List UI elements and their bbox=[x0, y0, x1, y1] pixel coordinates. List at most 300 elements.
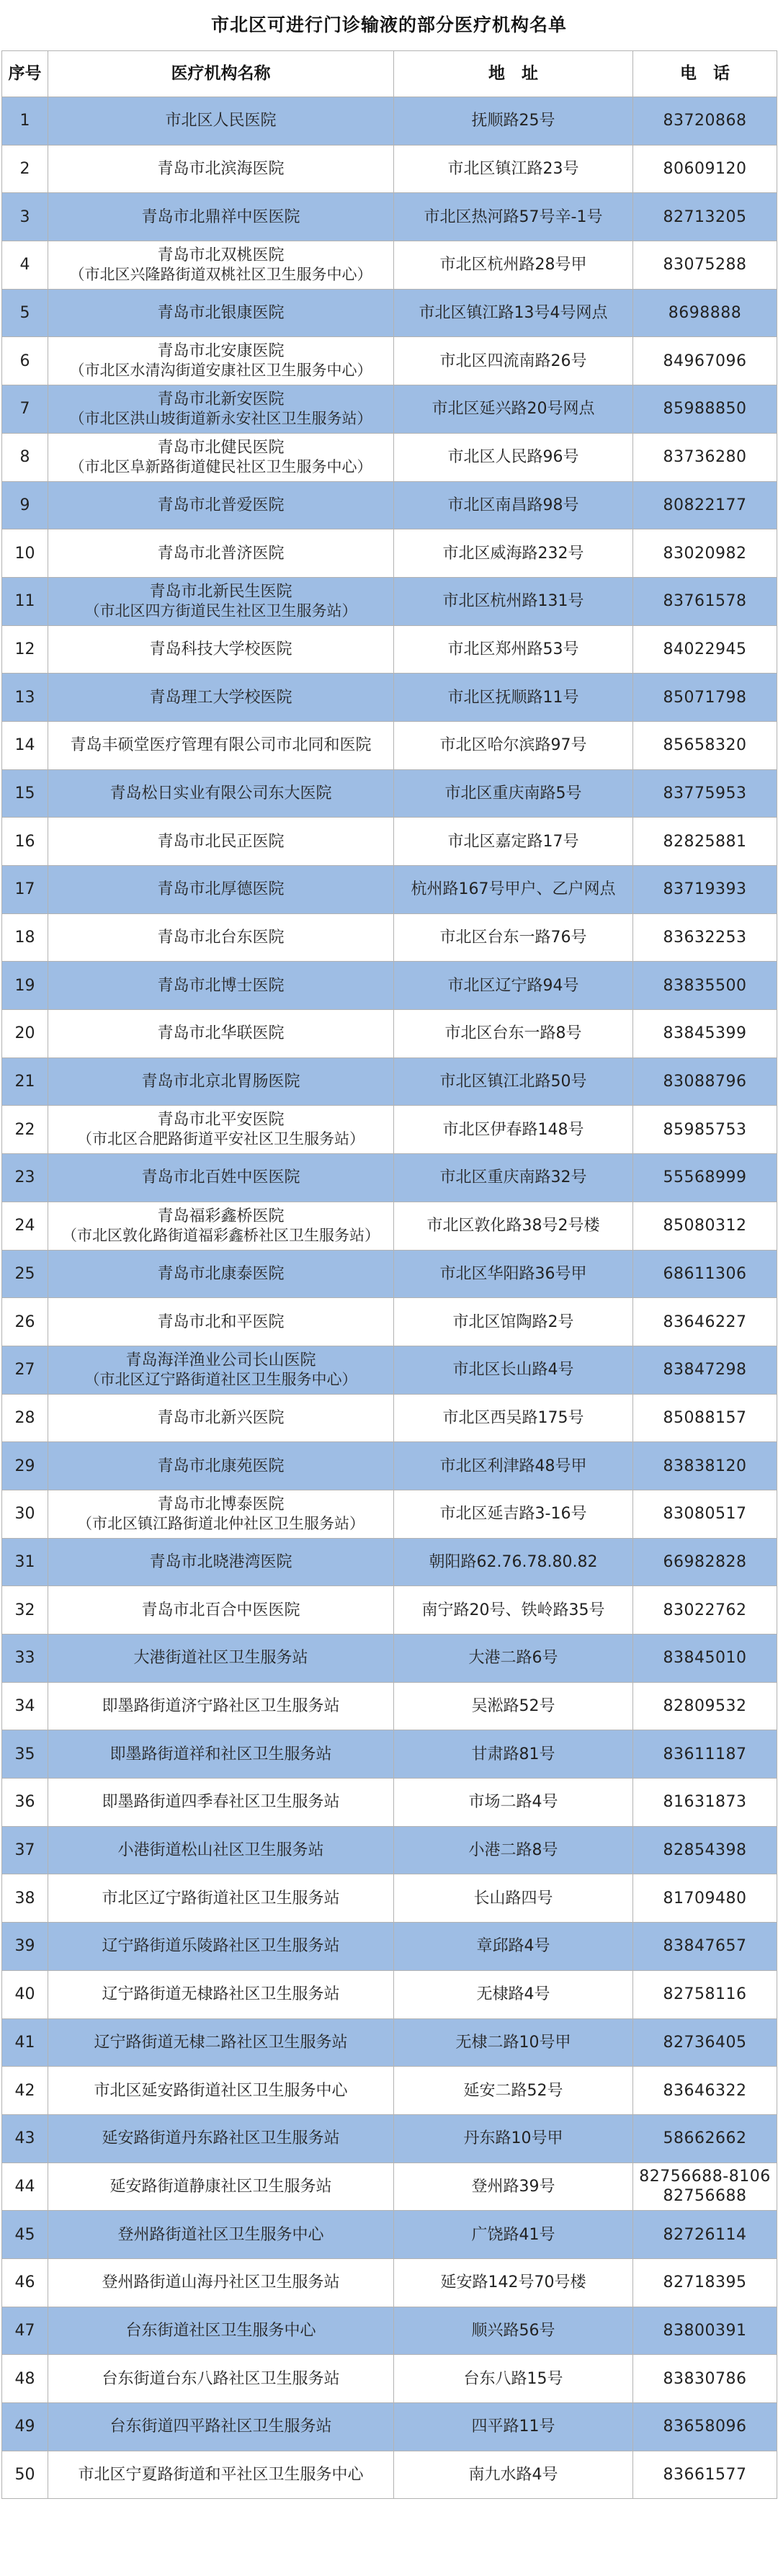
address-cell: 南九水路4号 bbox=[394, 2451, 633, 2499]
address-cell: 南宁路20号、铁岭路35号 bbox=[394, 1586, 633, 1634]
institution-name-cell bbox=[48, 1057, 394, 1106]
institution-name: 青岛市北康泰医院 bbox=[157, 1264, 285, 1283]
phone-number: 83661577 bbox=[663, 2466, 747, 2485]
institution-name-cell bbox=[48, 1586, 394, 1634]
header-number: 序号 bbox=[2, 51, 48, 97]
row-number: 26 bbox=[2, 1298, 48, 1346]
institution-name-cell bbox=[48, 2067, 394, 2115]
phone-number: 58662662 bbox=[663, 2129, 747, 2148]
header-phone: 电 话 bbox=[633, 51, 777, 97]
phone-number: 83736280 bbox=[663, 448, 747, 467]
institution-name: 青岛市北普济医院 bbox=[157, 544, 285, 563]
row-number: 23 bbox=[2, 1154, 48, 1202]
table-row bbox=[2, 913, 777, 962]
row-number: 45 bbox=[2, 2211, 48, 2259]
table-row bbox=[2, 2211, 777, 2259]
institution-name-cell bbox=[48, 2211, 394, 2259]
phone-cell bbox=[633, 1874, 777, 1923]
institution-name-cell bbox=[48, 1490, 394, 1538]
row-number: 31 bbox=[2, 1538, 48, 1586]
phone-cell bbox=[633, 674, 777, 722]
institution-name-cell bbox=[48, 1538, 394, 1586]
row-number: 46 bbox=[2, 2258, 48, 2307]
address-cell: 无棣二路10号甲 bbox=[394, 2018, 633, 2067]
institution-name-cell bbox=[48, 1923, 394, 1971]
address-cell: 四平路11号 bbox=[394, 2403, 633, 2451]
address-cell: 登州路39号 bbox=[394, 2163, 633, 2211]
address-cell: 市北区延兴路20号网点 bbox=[394, 385, 633, 434]
row-number: 35 bbox=[2, 1730, 48, 1779]
table-row bbox=[2, 674, 777, 722]
address-cell: 市北区敦化路38号2号楼 bbox=[394, 1202, 633, 1250]
institution-name-cell bbox=[48, 1970, 394, 2018]
address-cell: 市北区哈尔滨路97号 bbox=[394, 721, 633, 769]
address-cell: 市北区镇江路23号 bbox=[394, 145, 633, 193]
institution-name-cell bbox=[48, 674, 394, 722]
address-cell: 无棣路4号 bbox=[394, 1970, 633, 2018]
phone-number: 82758116 bbox=[663, 1985, 747, 2004]
institution-name-cell bbox=[48, 337, 394, 385]
institution-subname: （市北区兴隆路街道双桃社区卫生服务中心） bbox=[69, 265, 372, 283]
phone-cell bbox=[633, 241, 777, 290]
phone-cell bbox=[633, 1970, 777, 2018]
phone-number: 83646322 bbox=[663, 2081, 747, 2100]
row-number: 33 bbox=[2, 1634, 48, 1683]
row-number: 30 bbox=[2, 1490, 48, 1538]
phone-cell bbox=[633, 1634, 777, 1683]
institution-name: 市北区人民医院 bbox=[165, 112, 277, 130]
phone-number: 83611187 bbox=[663, 1745, 747, 1763]
page-title: 市北区可进行门诊输液的部分医疗机构名单 bbox=[210, 14, 567, 35]
phone-number: 83847298 bbox=[663, 1361, 747, 1379]
phone-cell bbox=[633, 769, 777, 818]
row-number: 10 bbox=[2, 529, 48, 578]
institution-name-cell bbox=[48, 1442, 394, 1490]
table-row bbox=[2, 1010, 777, 1058]
address-cell: 市北区华阳路36号甲 bbox=[394, 1250, 633, 1298]
table-row bbox=[2, 769, 777, 818]
institution-name-cell bbox=[48, 241, 394, 290]
address-cell: 市北区镇江北路50号 bbox=[394, 1057, 633, 1106]
institution-name-cell bbox=[48, 2355, 394, 2403]
phone-cell bbox=[633, 1682, 777, 1730]
phone-cell bbox=[633, 2018, 777, 2067]
institution-name-cell bbox=[48, 2163, 394, 2211]
institution-name-cell bbox=[48, 1010, 394, 1058]
phone-number: 85088157 bbox=[663, 1408, 747, 1427]
address-cell: 顺兴路56号 bbox=[394, 2307, 633, 2355]
table-row bbox=[2, 1779, 777, 1827]
phone-cell bbox=[633, 1346, 777, 1394]
institution-name: 青岛科技大学校医院 bbox=[149, 640, 292, 658]
row-number: 8 bbox=[2, 433, 48, 481]
institution-name: 青岛市北银康医院 bbox=[157, 304, 285, 323]
row-number: 16 bbox=[2, 818, 48, 866]
address-cell: 朝阳路62.76.78.80.82 bbox=[394, 1538, 633, 1586]
table-row bbox=[2, 289, 777, 337]
row-number: 27 bbox=[2, 1346, 48, 1394]
row-number: 21 bbox=[2, 1057, 48, 1106]
institution-name: 台东街道台东八路社区卫生服务站 bbox=[102, 2369, 340, 2388]
phone-cell bbox=[633, 1730, 777, 1779]
row-number: 17 bbox=[2, 866, 48, 914]
institution-name-cell bbox=[48, 2451, 394, 2499]
table-row bbox=[2, 962, 777, 1010]
institution-name: 青岛市北厚德医院 bbox=[157, 880, 285, 899]
address-cell: 市北区延吉路3-16号 bbox=[394, 1490, 633, 1538]
institution-name-cell bbox=[48, 1826, 394, 1874]
institution-name: 辽宁路街道无棣二路社区卫生服务站 bbox=[94, 2033, 348, 2052]
phone-number: 82756688-8106 bbox=[639, 2168, 771, 2186]
address-cell: 市北区南昌路98号 bbox=[394, 481, 633, 529]
institution-name: 小港街道松山社区卫生服务站 bbox=[117, 1841, 324, 1860]
row-number: 11 bbox=[2, 577, 48, 625]
phone-cell bbox=[633, 2258, 777, 2307]
institution-name: 青岛市北普爱医院 bbox=[157, 496, 285, 514]
table-row bbox=[2, 1682, 777, 1730]
table-row bbox=[2, 1298, 777, 1346]
phone-number: 84967096 bbox=[663, 352, 747, 370]
institution-subname: （市北区敦化路街道福彩鑫桥社区卫生服务站） bbox=[62, 1226, 380, 1244]
row-number: 38 bbox=[2, 1874, 48, 1923]
phone-cell bbox=[633, 962, 777, 1010]
institution-name-cell bbox=[48, 913, 394, 962]
phone-cell bbox=[633, 2355, 777, 2403]
row-number: 1 bbox=[2, 97, 48, 146]
institution-name-cell bbox=[48, 1730, 394, 1779]
phone-cell bbox=[633, 193, 777, 241]
institution-name: 台东街道四平路社区卫生服务站 bbox=[109, 2418, 332, 2436]
table-row bbox=[2, 1634, 777, 1683]
phone-number: 83022762 bbox=[663, 1601, 747, 1619]
table-row bbox=[2, 2067, 777, 2115]
address-cell: 甘肃路81号 bbox=[394, 1730, 633, 1779]
institution-name-cell bbox=[48, 1250, 394, 1298]
phone-cell bbox=[633, 1490, 777, 1538]
institution-name-cell bbox=[48, 962, 394, 1010]
phone-number: 83632253 bbox=[663, 929, 747, 947]
institution-name: 青岛市北博泰医院 bbox=[157, 1495, 285, 1513]
phone-cell bbox=[633, 289, 777, 337]
row-number: 5 bbox=[2, 289, 48, 337]
address-cell: 市北区抚顺路11号 bbox=[394, 674, 633, 722]
institution-name: 青岛市北百合中医医院 bbox=[141, 1601, 300, 1619]
institution-name-cell bbox=[48, 97, 394, 146]
institution-name: 青岛丰硕堂医疗管理有限公司市北同和医院 bbox=[70, 736, 372, 755]
phone-number: 83020982 bbox=[663, 544, 747, 563]
institution-name: 青岛市北民正医院 bbox=[157, 832, 285, 851]
address-cell: 市北区镇江路13号4号网点 bbox=[394, 289, 633, 337]
table-row bbox=[2, 385, 777, 434]
row-number: 22 bbox=[2, 1106, 48, 1154]
phone-number: 83845010 bbox=[663, 1649, 747, 1668]
address-cell: 市北区杭州路28号甲 bbox=[394, 241, 633, 290]
row-number: 36 bbox=[2, 1779, 48, 1827]
institution-name-cell bbox=[48, 1298, 394, 1346]
institution-name-cell bbox=[48, 2018, 394, 2067]
phone-cell bbox=[633, 337, 777, 385]
row-number: 9 bbox=[2, 481, 48, 529]
row-number: 41 bbox=[2, 2018, 48, 2067]
table-body bbox=[2, 97, 777, 2499]
table-row bbox=[2, 337, 777, 385]
institution-subname: （市北区合肥路街道平安社区卫生服务站） bbox=[77, 1130, 365, 1148]
phone-cell bbox=[633, 1154, 777, 1202]
address-cell: 延安二路52号 bbox=[394, 2067, 633, 2115]
institution-name-cell bbox=[48, 481, 394, 529]
institution-name: 青岛市北和平医院 bbox=[157, 1312, 285, 1331]
table-row bbox=[2, 2451, 777, 2499]
institution-name: 延安路街道静康社区卫生服务站 bbox=[109, 2177, 332, 2196]
table-row bbox=[2, 1202, 777, 1250]
address-cell: 市北区利津路48号甲 bbox=[394, 1442, 633, 1490]
table-row bbox=[2, 1442, 777, 1490]
address-cell: 市北区热河路57号辛-1号 bbox=[394, 193, 633, 241]
table-row bbox=[2, 1154, 777, 1202]
phone-cell bbox=[633, 1923, 777, 1971]
institution-name: 青岛市北百姓中医医院 bbox=[141, 1168, 300, 1187]
institution-table bbox=[1, 50, 777, 2499]
row-number: 48 bbox=[2, 2355, 48, 2403]
institution-name: 青岛市北安康医院 bbox=[157, 342, 285, 361]
institution-name: 青岛市北京北胃肠医院 bbox=[141, 1073, 300, 1091]
row-number: 3 bbox=[2, 193, 48, 241]
address-cell: 长山路四号 bbox=[394, 1874, 633, 1923]
table-row bbox=[2, 577, 777, 625]
institution-name: 市北区宁夏路街道和平社区卫生服务中心 bbox=[78, 2466, 364, 2485]
phone-cell bbox=[633, 1442, 777, 1490]
phone-cell bbox=[633, 1586, 777, 1634]
address-cell: 广饶路41号 bbox=[394, 2211, 633, 2259]
address-cell: 市北区长山路4号 bbox=[394, 1346, 633, 1394]
institution-name-cell bbox=[48, 818, 394, 866]
row-number: 12 bbox=[2, 625, 48, 674]
phone-number: 83088796 bbox=[663, 1073, 747, 1091]
institution-name-cell bbox=[48, 2307, 394, 2355]
address-cell: 台东八路15号 bbox=[394, 2355, 633, 2403]
institution-name: 延安路街道丹东路社区卫生服务站 bbox=[102, 2129, 340, 2148]
table-row bbox=[2, 2307, 777, 2355]
institution-name: 青岛市北双桃医院 bbox=[157, 246, 285, 264]
phone-number: 82825881 bbox=[663, 832, 747, 851]
address-cell: 市北区伊春路148号 bbox=[394, 1106, 633, 1154]
table-row bbox=[2, 2258, 777, 2307]
address-cell: 大港二路6号 bbox=[394, 1634, 633, 1683]
institution-name-cell bbox=[48, 145, 394, 193]
row-number: 13 bbox=[2, 674, 48, 722]
phone-cell bbox=[633, 818, 777, 866]
phone-number: 80822177 bbox=[663, 496, 747, 514]
institution-name-cell bbox=[48, 625, 394, 674]
phone-number: 82713205 bbox=[663, 207, 747, 226]
phone-number: 83845399 bbox=[663, 1024, 747, 1043]
institution-name-cell bbox=[48, 289, 394, 337]
row-number: 32 bbox=[2, 1586, 48, 1634]
institution-name: 青岛市北鼎祥中医医院 bbox=[141, 207, 300, 226]
phone-cell bbox=[633, 385, 777, 434]
phone-number: 83719393 bbox=[663, 880, 747, 899]
row-number: 40 bbox=[2, 1970, 48, 2018]
phone-number: 83080517 bbox=[663, 1505, 747, 1524]
phone-number: 66982828 bbox=[663, 1552, 747, 1571]
row-number: 43 bbox=[2, 2114, 48, 2163]
institution-name: 登州路街道社区卫生服务中心 bbox=[117, 2225, 324, 2244]
institution-name: 青岛市北博士医院 bbox=[157, 976, 285, 995]
institution-subname: （市北区水清沟街道安康社区卫生服务中心） bbox=[69, 362, 372, 380]
row-number: 28 bbox=[2, 1394, 48, 1442]
address-cell: 丹东路10号甲 bbox=[394, 2114, 633, 2163]
phone-number: 82718395 bbox=[663, 2273, 747, 2292]
phone-cell bbox=[633, 625, 777, 674]
address-cell: 市北区西吴路175号 bbox=[394, 1394, 633, 1442]
institution-name: 大港街道社区卫生服务站 bbox=[133, 1649, 308, 1668]
institution-name: 青岛福彩鑫桥医院 bbox=[157, 1207, 285, 1225]
address-cell: 延安路142号70号楼 bbox=[394, 2258, 633, 2307]
institution-name-cell bbox=[48, 1779, 394, 1827]
table-row bbox=[2, 1057, 777, 1106]
phone-number: 84022945 bbox=[663, 640, 747, 658]
institution-name: 青岛市北华联医院 bbox=[157, 1024, 285, 1043]
institution-name: 青岛市北新兴医院 bbox=[157, 1408, 285, 1427]
phone-number: 82809532 bbox=[663, 1697, 747, 1716]
table-row bbox=[2, 97, 777, 146]
phone-cell bbox=[633, 1298, 777, 1346]
institution-name-cell bbox=[48, 385, 394, 434]
phone-cell bbox=[633, 866, 777, 914]
table-row bbox=[2, 481, 777, 529]
table-row bbox=[2, 2355, 777, 2403]
phone-cell bbox=[633, 433, 777, 481]
table-row bbox=[2, 1730, 777, 1779]
institution-name-cell bbox=[48, 2403, 394, 2451]
address-cell: 市北区台东一路8号 bbox=[394, 1010, 633, 1058]
row-number: 4 bbox=[2, 241, 48, 290]
row-number: 37 bbox=[2, 1826, 48, 1874]
phone-cell bbox=[633, 577, 777, 625]
row-number: 44 bbox=[2, 2163, 48, 2211]
institution-name-cell bbox=[48, 577, 394, 625]
address-cell: 市北区台东一路76号 bbox=[394, 913, 633, 962]
institution-name-cell bbox=[48, 1634, 394, 1683]
phone-number: 83835500 bbox=[663, 976, 747, 995]
phone-number: 83658096 bbox=[663, 2418, 747, 2436]
row-number: 19 bbox=[2, 962, 48, 1010]
address-cell: 抚顺路25号 bbox=[394, 97, 633, 146]
institution-name: 青岛市北晓港湾医院 bbox=[149, 1552, 292, 1571]
row-number: 25 bbox=[2, 1250, 48, 1298]
phone-number: 81709480 bbox=[663, 1889, 747, 1908]
phone-number: 85071798 bbox=[663, 688, 747, 707]
address-cell: 市北区重庆南路5号 bbox=[394, 769, 633, 818]
phone-number: 85080312 bbox=[663, 1217, 747, 1235]
institution-name-cell bbox=[48, 1394, 394, 1442]
phone-cell bbox=[633, 1057, 777, 1106]
phone-cell bbox=[633, 1826, 777, 1874]
phone-number: 82726114 bbox=[663, 2225, 747, 2244]
row-number: 50 bbox=[2, 2451, 48, 2499]
phone-cell bbox=[633, 2307, 777, 2355]
institution-name-cell bbox=[48, 721, 394, 769]
institution-name-cell bbox=[48, 2258, 394, 2307]
institution-name: 青岛市北新民生医院 bbox=[149, 582, 292, 601]
institution-name: 辽宁路街道无棣路社区卫生服务站 bbox=[102, 1985, 340, 2004]
institution-name-cell bbox=[48, 433, 394, 481]
phone-cell bbox=[633, 529, 777, 578]
table-row bbox=[2, 145, 777, 193]
institution-name: 青岛松日实业有限公司东大医院 bbox=[109, 784, 332, 802]
address-cell: 市北区辽宁路94号 bbox=[394, 962, 633, 1010]
table-row bbox=[2, 2163, 777, 2211]
phone-cell bbox=[633, 1250, 777, 1298]
row-number: 7 bbox=[2, 385, 48, 434]
institution-subname: （市北区镇江路街道北仲社区卫生服务站） bbox=[77, 1514, 365, 1532]
row-number: 47 bbox=[2, 2307, 48, 2355]
table-row bbox=[2, 625, 777, 674]
table-row bbox=[2, 2403, 777, 2451]
phone-cell bbox=[633, 97, 777, 146]
institution-name: 青岛市北平安医院 bbox=[157, 1111, 285, 1130]
table-row bbox=[2, 1106, 777, 1154]
row-number: 42 bbox=[2, 2067, 48, 2115]
phone-cell bbox=[633, 2403, 777, 2451]
institution-name: 青岛市北台东医院 bbox=[157, 929, 285, 947]
table-row bbox=[2, 866, 777, 914]
phone-number: 83646227 bbox=[663, 1312, 747, 1331]
institution-subname: （市北区洪山坡街道新永安社区卫生服务站） bbox=[69, 409, 372, 427]
institution-name-cell bbox=[48, 529, 394, 578]
institution-name-cell bbox=[48, 2114, 394, 2163]
phone-number: 83720868 bbox=[663, 112, 747, 130]
phone-number: 55568999 bbox=[663, 1168, 747, 1187]
phone-cell bbox=[633, 2211, 777, 2259]
institution-name: 市北区辽宁路街道社区卫生服务站 bbox=[102, 1889, 340, 1908]
table-row bbox=[2, 1346, 777, 1394]
address-cell: 吴淞路52号 bbox=[394, 1682, 633, 1730]
table-row bbox=[2, 1923, 777, 1971]
institution-name: 青岛市北新安医院 bbox=[157, 390, 285, 408]
table-row bbox=[2, 721, 777, 769]
phone-cell bbox=[633, 2067, 777, 2115]
address-cell: 小港二路8号 bbox=[394, 1826, 633, 1874]
institution-subname: （市北区四方街道民生社区卫生服务站） bbox=[84, 601, 357, 620]
phone-number: 83775953 bbox=[663, 784, 747, 802]
row-number: 18 bbox=[2, 913, 48, 962]
institution-name-cell bbox=[48, 1154, 394, 1202]
institution-name: 青岛市北滨海医院 bbox=[157, 160, 285, 179]
phone-cell bbox=[633, 1394, 777, 1442]
address-cell: 杭州路167号甲户、乙户网点 bbox=[394, 866, 633, 914]
phone-number: 80609120 bbox=[663, 160, 747, 179]
address-cell: 章邱路4号 bbox=[394, 1923, 633, 1971]
address-cell: 市北区重庆南路32号 bbox=[394, 1154, 633, 1202]
phone-cell bbox=[633, 1202, 777, 1250]
row-number: 24 bbox=[2, 1202, 48, 1250]
institution-name: 即墨路街道祥和社区卫生服务站 bbox=[109, 1745, 332, 1763]
row-number: 39 bbox=[2, 1923, 48, 1971]
institution-name-cell bbox=[48, 1106, 394, 1154]
phone-cell bbox=[633, 145, 777, 193]
address-cell: 市北区嘉定路17号 bbox=[394, 818, 633, 866]
institution-name: 青岛市北康苑医院 bbox=[157, 1457, 285, 1475]
table-row bbox=[2, 2018, 777, 2067]
phone-number: 82854398 bbox=[663, 1841, 747, 1860]
table-row bbox=[2, 193, 777, 241]
phone-number: 85988850 bbox=[663, 400, 747, 419]
institution-name: 登州路街道山海丹社区卫生服务站 bbox=[102, 2273, 340, 2292]
institution-name-cell bbox=[48, 1202, 394, 1250]
row-number: 29 bbox=[2, 1442, 48, 1490]
institution-name: 即墨路街道四季春社区卫生服务站 bbox=[102, 1793, 340, 1812]
